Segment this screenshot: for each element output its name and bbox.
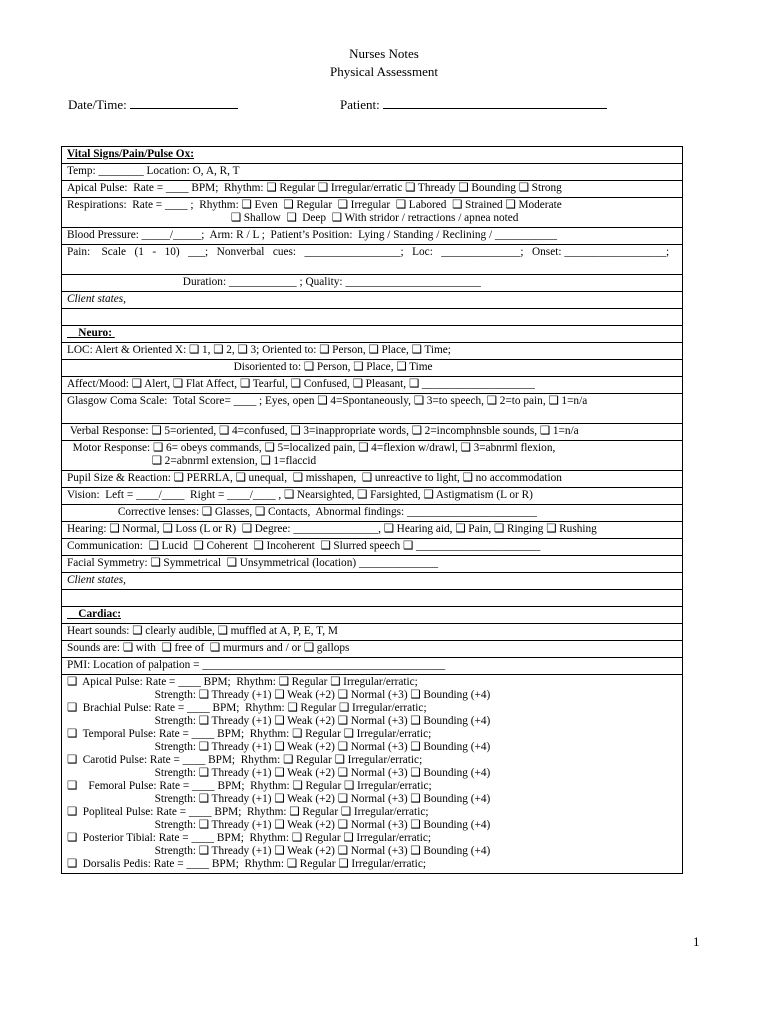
- form-row: [62, 394, 683, 424]
- form-row: [62, 675, 683, 874]
- form-row: [62, 228, 683, 245]
- form-subtitle: Physical Assessment: [330, 64, 438, 79]
- form-row-text[interactable]: ❑ Apical Pulse: Rate = ____ BPM; Rhythm: ❑ Regular ❑ Irregular/erratic; Strength: ❑ Thready (+1) ❑ Weak (+2) ❑ Normal (+3) ❑ Bounding (+4) ❑ Brachial Pulse: Rate = ____ BPM; Rhythm: ❑ Regular ❑ Irregular/erratic; Strength: ❑ Thready (+1) ❑ Weak (+2) ❑ Normal (+3) ❑ Bounding (+4) ❑ Temporal Pulse: Rate = ____ BPM; Rhythm: ❑ Regular ❑ Irregular/erratic; Strength: ❑ Thready (+1) ❑ Weak (+2) ❑ Normal (+3) ❑ Bounding (+4) ❑ Carotid Pulse: Rate = ____ BPM; Rhythm: ❑ Regular ❑ Irregular/erratic; Strength: ❑ Thready (+1) ❑ Weak (+2) ❑ Normal (+3) ❑ Bounding (+4) ❑ Femoral Pulse: Rate = ____ BPM; Rhythm: ❑ Regular ❑ Irregular/erratic; Strength: ❑ Thready (+1) ❑ Weak (+2) ❑ Normal (+3) ❑ Bounding (+4) ❑ Popliteal Pulse: Rate = ____ BPM; Rhythm: ❑ Regular ❑ Irregular/erratic; Strength: ❑ Thready (+1) ❑ Weak (+2) ❑ Normal (+3) ❑ Bounding (+4) ❑ Posterior Tibial: Rate = ____ BPM; Rhythm: ❑ Regular ❑ Irregular/erratic; Strength: ❑ Thready (+1) ❑ Weak (+2) ❑ Normal (+3) ❑ Bounding (+4) ❑ Dorsalis Pedis: Rate = ____ BPM; Rhythm: ❑ Regular ❑ Irregular/erratic;: [62, 675, 683, 874]
- form-row-text[interactable]: Glasgow Coma Scale: Total Score= ____ ; Eyes, open ❑ 4=Spontaneously, ❑ 3=to speech, ❑ 2=to pain, ❑ 1=n/a: [62, 394, 683, 424]
- datetime-field[interactable]: [68, 96, 238, 113]
- page-number: 1: [693, 934, 700, 949]
- form-row-text[interactable]: LOC: Alert & Oriented X: ❑ 1, ❑ 2, ❑ 3; Oriented to: ❑ Person, ❑ Place, ❑ Time;: [62, 343, 683, 360]
- form-row: [62, 245, 683, 275]
- form-row: [62, 556, 683, 573]
- form-row-text[interactable]: Blood Pressure: _____/_____; Arm: R / L ; Patient’s Position: Lying / Standing / Reclining / ___________: [62, 228, 683, 245]
- form-row: [62, 424, 683, 441]
- form-row: [62, 505, 683, 522]
- form-row: [62, 377, 683, 394]
- form-row: [62, 309, 683, 326]
- form-row: [62, 624, 683, 641]
- patient-field[interactable]: [340, 96, 607, 113]
- datetime-blank[interactable]: [130, 96, 238, 109]
- form-row-text[interactable]: Motor Response: ❑ 6= obeys commands, ❑ 5=localized pain, ❑ 4=flexion w/drawl, ❑ 3=abnrml flexion, ❑ 2=abnrml extension, ❑ 1=flaccid: [62, 441, 683, 471]
- form-row-text[interactable]: Duration: ____________ ; Quality: ________________________: [62, 275, 683, 292]
- form-row-text[interactable]: Client states,: [62, 573, 683, 590]
- form-row-text[interactable]: Heart sounds: ❑ clearly audible, ❑ muffled at A, P, E, T, M: [62, 624, 683, 641]
- form-row-text[interactable]: Client states,: [62, 292, 683, 309]
- form-row: [62, 522, 683, 539]
- form-row-text[interactable]: Sounds are: ❑ with ❑ free of ❑ murmurs and / or ❑ gallops: [62, 641, 683, 658]
- form-row-text[interactable]: Apical Pulse: Rate = ____ BPM; Rhythm: ❑ Regular ❑ Irregular/erratic ❑ Thready ❑ Bounding ❑ Strong: [62, 181, 683, 198]
- form-row: [62, 198, 683, 228]
- section-heading: Cardiac:: [62, 607, 683, 624]
- form-row: [62, 292, 683, 309]
- form-row: [62, 326, 683, 343]
- form-row-text[interactable]: Facial Symmetry: ❑ Symmetrical ❑ Unsymmetrical (location) ______________: [62, 556, 683, 573]
- form-row: [62, 641, 683, 658]
- form-row: [62, 147, 683, 164]
- form-row-text[interactable]: Pupil Size & Reaction: ❑ PERRLA, ❑ unequal, ❑ misshapen, ❑ unreactive to light, ❑ no accommodation: [62, 471, 683, 488]
- form-row: [62, 573, 683, 590]
- form-row: [62, 658, 683, 675]
- patient-blank[interactable]: [383, 96, 607, 109]
- patient-label: Patient:: [340, 97, 380, 112]
- form-row: [62, 539, 683, 556]
- form-row: [62, 360, 683, 377]
- assessment-table: [61, 146, 683, 874]
- form-row: [62, 164, 683, 181]
- form-row-text[interactable]: Temp: ________ Location: O, A, R, T: [62, 164, 683, 181]
- blank-row[interactable]: [62, 309, 683, 326]
- section-heading: Neuro:: [62, 326, 683, 343]
- form-row: [62, 181, 683, 198]
- form-row: [62, 441, 683, 471]
- form-row-text[interactable]: Hearing: ❑ Normal, ❑ Loss (L or R) ❑ Degree: _______________, ❑ Hearing aid, ❑ Pain, ❑ Ringing ❑ Rushing: [62, 522, 683, 539]
- form-row-text[interactable]: Communication: ❑ Lucid ❑ Coherent ❑ Incoherent ❑ Slurred speech ❑ ______________________: [62, 539, 683, 556]
- form-row: [62, 607, 683, 624]
- form-row-text[interactable]: Pain: Scale (1 - 10) ___; Nonverbal cues: _________________; Loc: ______________; Onset: __________________;: [62, 245, 683, 275]
- form-row: [62, 488, 683, 505]
- form-row-text[interactable]: Disoriented to: ❑ Person, ❑ Place, ❑ Time: [62, 360, 683, 377]
- form-row-text[interactable]: Affect/Mood: ❑ Alert, ❑ Flat Affect, ❑ Tearful, ❑ Confused, ❑ Pleasant, ❑ ____________________: [62, 377, 683, 394]
- form-row-text[interactable]: PMI: Location of palpation = ___________________________________________: [62, 658, 683, 675]
- form-row-text[interactable]: Respirations: Rate = ____ ; Rhythm: ❑ Even ❑ Regular ❑ Irregular ❑ Labored ❑ Strained ❑ Moderate ❑ Shallow ❑ Deep ❑ With stridor / retractions / apnea noted: [62, 198, 683, 228]
- form-row: [62, 275, 683, 292]
- section-heading: Vital Signs/Pain/Pulse Ox:: [62, 147, 683, 164]
- form-row: [62, 343, 683, 360]
- form-row: [62, 471, 683, 488]
- form-row-text[interactable]: Vision: Left = ____/____ Right = ____/____ , ❑ Nearsighted, ❑ Farsighted, ❑ Astigmatism (L or R): [62, 488, 683, 505]
- form-row-text[interactable]: Verbal Response: ❑ 5=oriented, ❑ 4=confused, ❑ 3=inappropriate words, ❑ 2=incomphnsble sounds, ❑ 1=n/a: [62, 424, 683, 441]
- form-row: [62, 590, 683, 607]
- blank-row[interactable]: [62, 590, 683, 607]
- form-title: Nurses Notes: [349, 46, 419, 61]
- datetime-label: Date/Time:: [68, 97, 127, 112]
- form-row-text[interactable]: Corrective lenses: ❑ Glasses, ❑ Contacts, Abnormal findings: _______________________: [62, 505, 683, 522]
